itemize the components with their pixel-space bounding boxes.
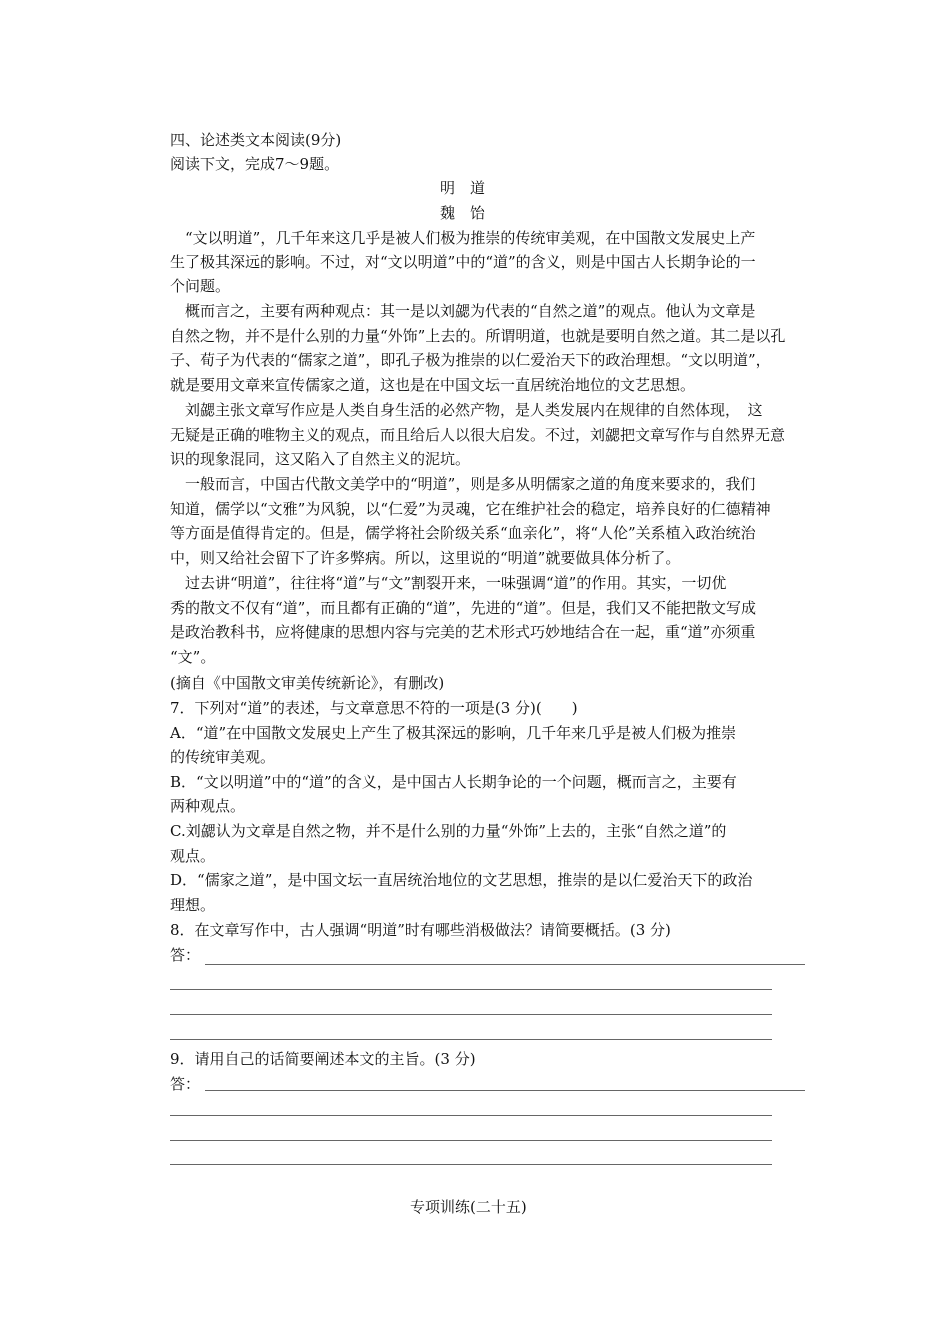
question-9-answer-label: 答： bbox=[170, 1075, 201, 1093]
article-paragraph-5-line-1: 过去讲“明道”，往往将“道”与“文”割裂开来，一味强调“道”的作用。其实，一切优 bbox=[185, 574, 727, 592]
article-paragraph-1-line-1: “文以明道”，几千年来这几乎是被人们极为推崇的传统审美观，在中国散文发展史上产 bbox=[185, 229, 756, 247]
page-footer: 专项训练(二十五) bbox=[410, 1198, 527, 1216]
question-8-stem: 8．在文章写作中，古人强调“明道”时有哪些消极做法？请简要概括。(3 分) bbox=[170, 921, 671, 939]
question-8-answer-label: 答： bbox=[170, 946, 201, 964]
question-7-stem: 7．下列对“道”的表述，与文章意思不符的一项是(3 分)( ) bbox=[170, 699, 578, 717]
article-paragraph-1-line-2: 生了极其深远的影响。不过，对“文以明道”中的“道”的含义，则是中国古人长期争论的一 bbox=[170, 253, 756, 271]
article-paragraph-5-line-2: 秀的散文不仅有“道”，而且都有正确的“道”，先进的“道”。但是，我们又不能把散文写成 bbox=[170, 599, 757, 617]
question-7-option-b-line-1: B．“文以明道”中的“道”的含义，是中国古人长期争论的一个问题，概而言之，主要有 bbox=[170, 773, 737, 791]
question-7-option-d-line-1: D．“儒家之道”，是中国文坛一直居统治地位的文艺思想，推崇的是以仁爱治天下的政治 bbox=[170, 871, 753, 889]
article-paragraph-5-line-4: “文”。 bbox=[170, 648, 216, 666]
question-9-answer-line-3[interactable] bbox=[170, 1140, 772, 1141]
article-paragraph-2-line-4: 就是要用文章来宣传儒家之道，这也是在中国文坛一直居统治地位的文艺思想。 bbox=[170, 376, 696, 394]
question-9-answer-line-4[interactable] bbox=[170, 1164, 772, 1165]
question-9-stem: 9．请用自己的话简要阐述本文的主旨。(3 分) bbox=[170, 1050, 476, 1068]
question-7-option-c-line-2: 观点。 bbox=[170, 847, 216, 865]
article-paragraph-1-line-3: 个问题。 bbox=[170, 277, 231, 295]
question-8-answer-line-4[interactable] bbox=[170, 1039, 772, 1040]
article-paragraph-2-line-2: 自然之物，并不是什么别的力量“外饰”上去的。所谓明道，也就是要明自然之道。其二是以孔 bbox=[170, 327, 786, 345]
article-paragraph-3-line-2: 无疑是正确的唯物主义的观点，而且给后人以很大启发。不过，刘勰把文章写作与自然界无意 bbox=[170, 426, 786, 444]
question-7-option-a-line-2: 的传统审美观。 bbox=[170, 748, 276, 766]
article-paragraph-4-line-1: 一般而言，中国古代散文美学中的“明道”，则是多从明儒家之道的角度来要求的，我们 bbox=[185, 475, 756, 493]
article-paragraph-3-line-3: 识的现象混同，这又陷入了自然主义的泥坑。 bbox=[170, 450, 471, 468]
article-paragraph-4-line-3: 等方面是值得肯定的。但是，儒学将社会阶级关系“血亲化”，将“人伦”关系植入政治统治 bbox=[170, 524, 756, 542]
question-9-answer-line-2[interactable] bbox=[170, 1115, 772, 1116]
section-heading: 四、论述类文本阅读(9分) bbox=[170, 131, 342, 149]
question-7-option-d-line-2: 理想。 bbox=[170, 896, 216, 914]
article-paragraph-5-line-3: 是政治教科书，应将健康的思想内容与完美的艺术形式巧妙地结合在一起，重“道”亦须重 bbox=[170, 623, 756, 641]
question-7-option-a-line-1: A．“道”在中国散文发展史上产生了极其深远的影响，几千年来几乎是被人们极为推崇 bbox=[170, 724, 737, 742]
question-7-option-c-line-1: C.刘勰认为文章是自然之物，并不是什么别的力量“外饰”上去的，主张“自然之道”的 bbox=[170, 822, 727, 840]
article-title: 明 道 bbox=[440, 179, 486, 197]
article-author: 魏 饴 bbox=[440, 204, 486, 222]
article-paragraph-4-line-2: 知道，儒学以“文雅”为风貌，以“仁爱”为灵魂，它在维护社会的稳定，培养良好的仁德精神 bbox=[170, 500, 771, 518]
question-8-answer-line-2[interactable] bbox=[170, 989, 772, 990]
article-paragraph-4-line-4: 中，则又给社会留下了许多弊病。所以，这里说的“明道”就要做具体分析了。 bbox=[170, 549, 681, 567]
article-paragraph-3-line-1: 刘勰主张文章写作应是人类自身生活的必然产物，是人类发展内在规律的自然体现， 这 bbox=[185, 401, 763, 419]
article-paragraph-2-line-3: 子、荀子为代表的“儒家之道”，即孔子极为推崇的以仁爱治天下的政治理想。“文以明道”， bbox=[170, 351, 771, 369]
article-source: (摘自《中国散文审美传统新论》，有删改) bbox=[170, 674, 445, 692]
question-8-answer-line-1[interactable] bbox=[205, 964, 805, 965]
section-instruction: 阅读下文，完成7～9题。 bbox=[170, 155, 340, 173]
question-7-option-b-line-2: 两种观点。 bbox=[170, 797, 246, 815]
question-9-answer-line-1[interactable] bbox=[205, 1090, 805, 1091]
question-8-answer-line-3[interactable] bbox=[170, 1014, 772, 1015]
article-paragraph-2-line-1: 概而言之，主要有两种观点：其一是以刘勰为代表的“自然之道”的观点。他认为文章是 bbox=[185, 302, 756, 320]
